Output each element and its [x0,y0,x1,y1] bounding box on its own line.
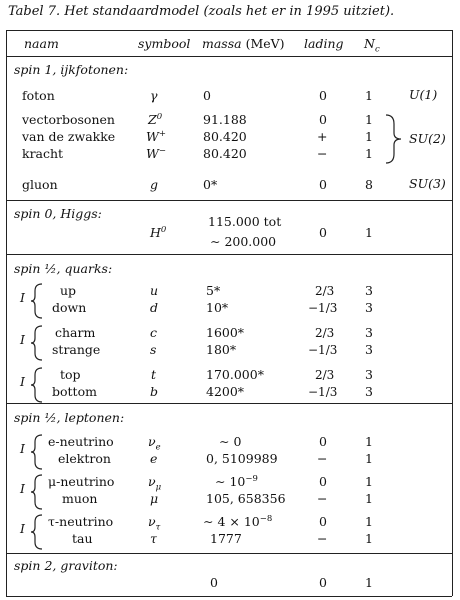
boson-name: van de zwakke [22,129,116,144]
section-divider-leptons [6,403,452,404]
boson-name: foton [22,88,55,103]
header-symbool: symbool [138,36,191,51]
quark-symbol: c [150,325,158,340]
table-top-border [6,30,452,31]
quark-mass: 1600* [206,325,245,340]
boson-charge: 0 [319,88,327,103]
boson-charge: + [317,129,328,144]
header-naam: naam [24,36,59,51]
quark-mass: 180* [206,342,237,357]
quark-name: up [60,283,77,298]
quark-name: charm [55,325,96,340]
higgs-mass-line2: ∼ 200.000 [210,234,277,249]
lepton-mass: ∼ 0 [219,434,242,449]
generation-label: I [20,374,25,389]
table-right-border [452,30,453,596]
quark-charge: 2/3 [315,368,335,382]
graviton-nc: 1 [365,575,373,590]
quark-charge: −1/3 [308,301,338,315]
quark-mass: 4200* [206,384,245,399]
graviton-charge: 0 [319,575,327,590]
lepton-name: muon [62,491,98,506]
table-caption: Tabel 7. Het standaardmodel (zoals het er in 1995 uitziet). [8,4,395,19]
lepton-mass: 105, 658356 [206,491,286,506]
group-u1: U(1) [409,87,438,102]
boson-nc: 1 [365,146,373,161]
boson-mass: 0 [203,88,211,103]
generation-label: I [20,441,25,456]
quark-symbol: u [150,283,159,298]
lepton-mass: 0, 5109989 [206,451,278,466]
boson-nc: 1 [365,129,373,144]
lepton-symbol: μ [150,491,159,506]
section-divider-graviton [6,553,452,554]
higgs-charge: 0 [319,225,327,240]
lepton-symbol: $\nu_\tau$ [148,514,161,533]
lepton-charge: 0 [319,474,327,489]
quark-charge: 2/3 [315,326,335,340]
lepton-charge: − [317,491,328,506]
generation-brace [30,434,44,470]
group-su3: SU(3) [409,176,446,191]
boson-mass: 0* [203,177,218,192]
section-divider-quarks [6,254,452,255]
quark-charge: 2/3 [315,284,335,298]
quark-name: strange [52,342,101,357]
higgs-symbol: $H^0$ [150,224,167,240]
su2-brace [384,114,404,164]
lepton-charge: 0 [319,514,327,529]
quark-symbol: b [150,384,159,399]
generation-brace [30,283,44,319]
generation-label: I [20,332,25,347]
section-title-quarks: spin ½, quarks: [14,261,113,276]
boson-charge: 0 [319,177,327,192]
lepton-nc: 1 [365,434,373,449]
quark-name: bottom [52,384,97,399]
lepton-symbol: $\nu_e$ [148,434,161,453]
lepton-symbol: $\nu_\mu$ [148,474,162,493]
boson-nc: 1 [365,112,373,127]
boson-name: gluon [22,177,58,192]
boson-symbol: γ [150,88,158,103]
lepton-name: elektron [58,451,111,466]
graviton-mass: 0 [210,575,218,590]
quark-nc: 3 [365,384,373,399]
generation-label: I [20,290,25,305]
quark-charge: −1/3 [308,385,338,399]
generation-brace [30,514,44,550]
lepton-symbol: τ [150,531,157,546]
quark-symbol: t [151,367,157,382]
header-lading: lading [304,36,344,51]
higgs-mass-line1: 115.000 tot [208,214,282,229]
generation-brace [30,325,44,361]
lepton-mass: ∼ $10^{-9}$ [215,473,258,489]
quark-symbol: d [150,300,159,315]
lepton-nc: 1 [365,474,373,489]
table-left-border [6,30,7,596]
quark-mass: 170.000* [206,367,264,382]
quark-mass: 5* [206,283,221,298]
quark-name: top [60,367,81,382]
lepton-charge: − [317,451,328,466]
lepton-nc: 1 [365,531,373,546]
lepton-nc: 1 [365,491,373,506]
group-su2: SU(2) [409,131,446,146]
header-nc: $N_c$ [364,36,380,55]
quark-name: down [52,300,87,315]
quark-nc: 3 [365,367,373,382]
boson-name: kracht [22,146,64,161]
generation-label: I [20,521,25,536]
section-title-spin1: spin 1, ijkfotonen: [14,62,129,77]
quark-nc: 3 [365,283,373,298]
boson-charge: − [317,146,328,161]
lepton-name: e-neutrino [48,434,114,449]
lepton-mass: 1777 [210,531,242,546]
boson-mass: 91.188 [203,112,247,127]
quark-nc: 3 [365,300,373,315]
section-title-spin2: spin 2, graviton: [14,558,118,573]
lepton-name: tau [72,531,93,546]
boson-nc: 1 [365,88,373,103]
quark-nc: 3 [365,342,373,357]
lepton-nc: 1 [365,451,373,466]
lepton-mass: ∼ $4 \times 10^{-8}$ [203,513,273,529]
lepton-name: τ-neutrino [48,514,114,529]
boson-name: vectorbosonen [22,112,115,127]
boson-symbol: W− [146,145,166,161]
boson-symbol: g [150,177,159,192]
quark-nc: 3 [365,325,373,340]
section-title-leptons: spin ½, leptonen: [14,410,125,425]
header-massa: massa (MeV) [202,36,285,51]
generation-label: I [20,481,25,496]
lepton-name: μ-neutrino [48,474,115,489]
lepton-symbol: e [150,451,158,466]
boson-charge: 0 [319,112,327,127]
section-divider-higgs [6,200,452,201]
header-divider [6,56,452,57]
boson-nc: 8 [365,177,373,192]
generation-brace [30,474,44,510]
quark-mass: 10* [206,300,229,315]
boson-mass: 80.420 [203,129,247,144]
quark-symbol: s [150,342,157,357]
quark-charge: −1/3 [308,343,338,357]
higgs-nc: 1 [365,225,373,240]
boson-symbol: W+ [146,128,166,144]
lepton-nc: 1 [365,514,373,529]
lepton-charge: − [317,531,328,546]
boson-mass: 80.420 [203,146,247,161]
section-title-spin0: spin 0, Higgs: [14,206,102,221]
table-bottom-border [6,596,452,597]
lepton-charge: 0 [319,434,327,449]
generation-brace [30,367,44,403]
boson-symbol: $Z^0$ [148,111,163,127]
